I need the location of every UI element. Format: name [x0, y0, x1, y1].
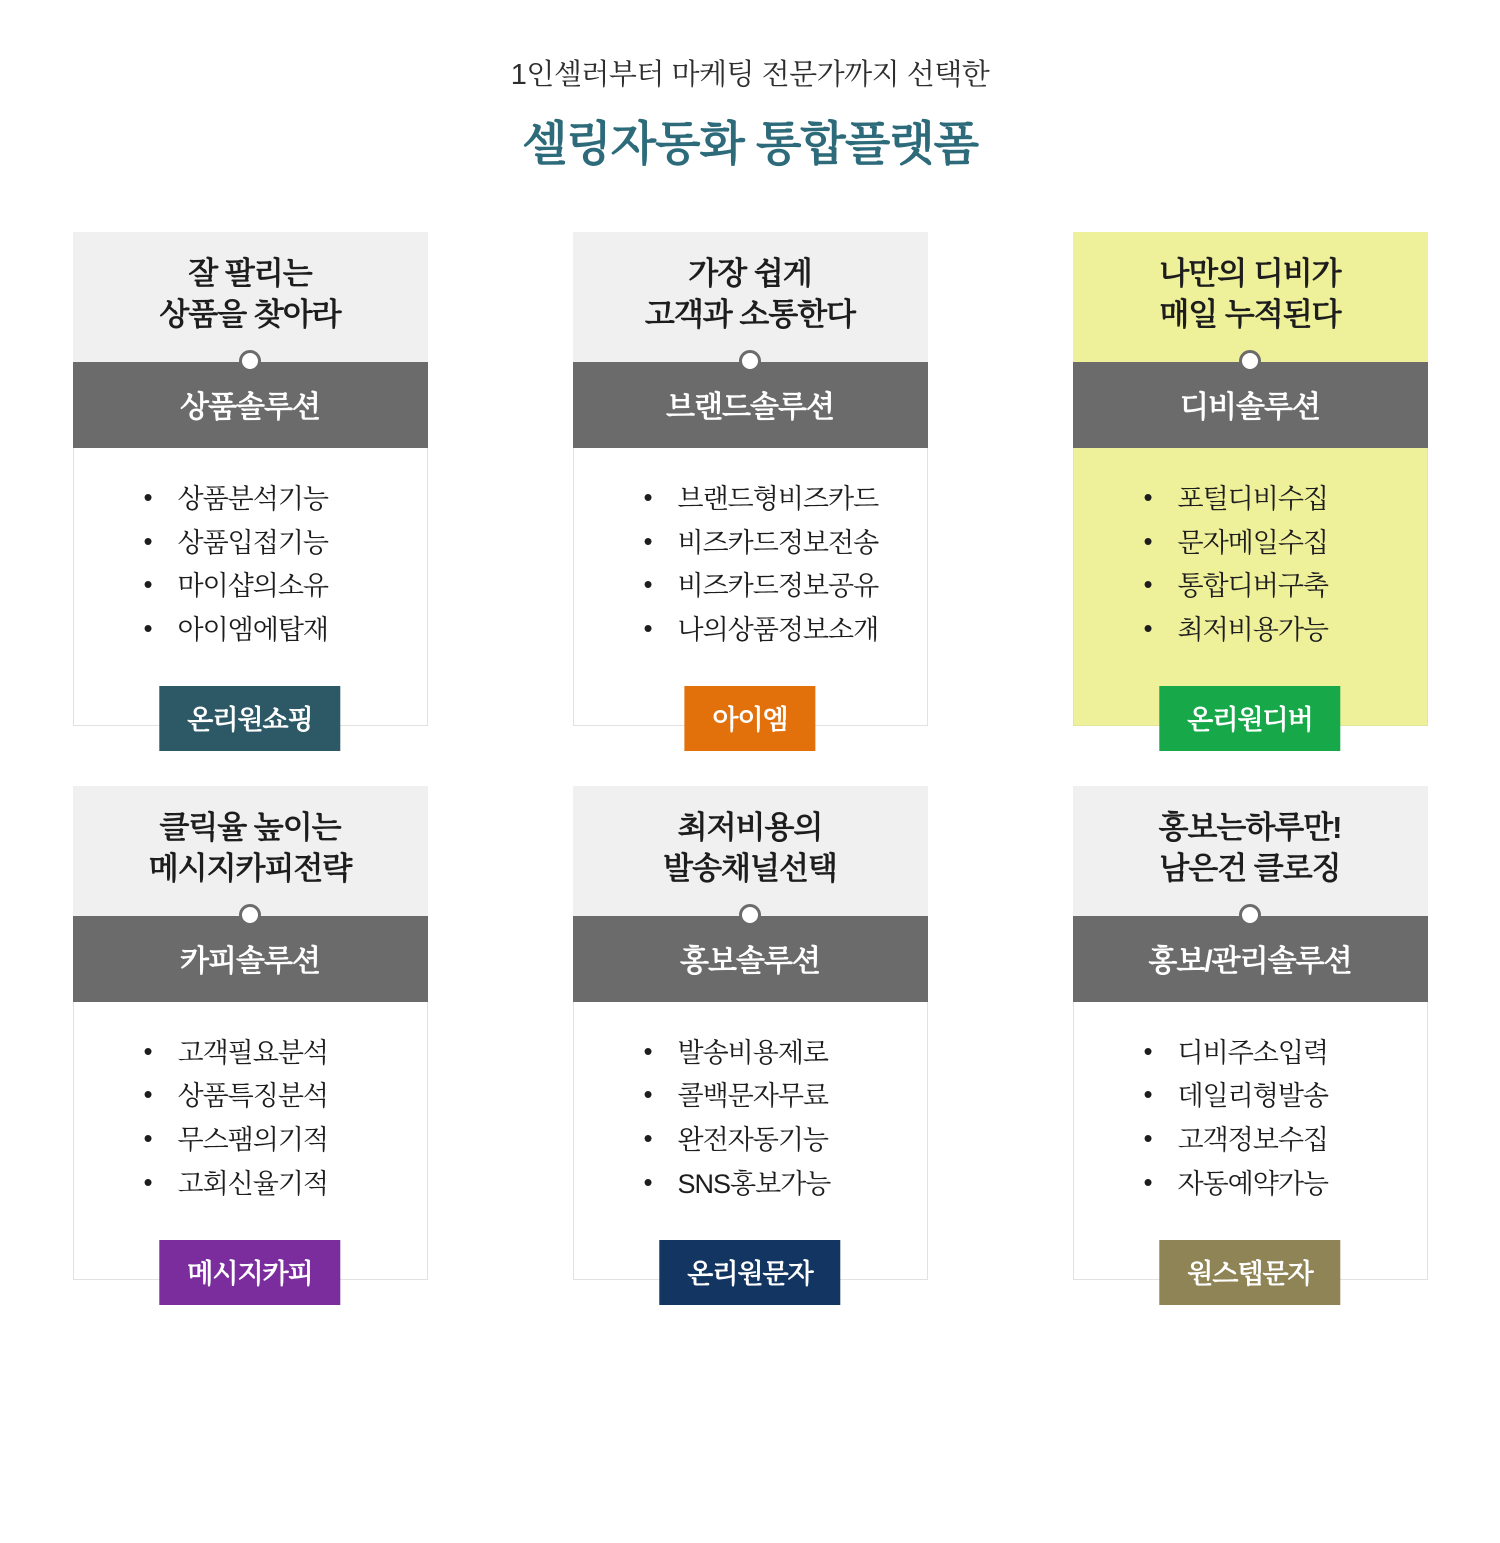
card-headline-line-1: 잘 팔리는 — [188, 256, 312, 291]
list-item: • 상품분석기능 — [144, 478, 427, 522]
list-item: • 나의상품정보소개 — [644, 609, 927, 653]
solution-card-copy — [73, 786, 428, 1289]
card-solution-label: 카피솔루션 — [180, 944, 320, 978]
brand-tag[interactable]: 온리원쇼핑 — [159, 686, 340, 751]
circle-marker-icon — [1239, 904, 1261, 926]
card-headline-line-2: 매일 누적된다 — [1159, 296, 1341, 332]
list-item: • 데일리형발송 — [1144, 1075, 1427, 1119]
solution-card-db — [1073, 232, 1428, 735]
card-headline-line-2: 상품을 찾아라 — [159, 296, 341, 332]
list-item: • 비즈카드정보전송 — [644, 522, 927, 566]
card-headline-line-1: 홍보는하루만! — [1158, 809, 1342, 845]
brand-tag-area — [1074, 1207, 1427, 1289]
card-solution-bar — [573, 916, 928, 1002]
list-item: • 콜백문자무료 — [644, 1075, 927, 1119]
card-solution-bar — [1073, 916, 1428, 1002]
card-headline-line-1: 최저비용의 — [677, 809, 823, 845]
brand-tag[interactable]: 온리원문자 — [659, 1240, 840, 1305]
list-item: • 자동예약가능 — [1144, 1163, 1427, 1207]
card-solution-label: 홍보솔루션 — [680, 944, 820, 978]
card-headline — [573, 232, 928, 362]
circle-marker-icon — [239, 350, 261, 372]
brand-tag-area — [1074, 653, 1427, 735]
list-item: • 디비주소입력 — [1144, 1032, 1427, 1076]
card-feature-list — [73, 448, 428, 735]
card-solution-label: 디비솔루션 — [1180, 390, 1320, 424]
card-solution-label: 상품솔루션 — [180, 390, 320, 424]
page-title: 셀링자동화 통합플랫폼 — [521, 117, 979, 170]
card-feature-list — [1073, 1002, 1428, 1289]
list-item: • 무스팸의기적 — [144, 1119, 427, 1163]
card-feature-list — [573, 448, 928, 735]
card-headline-line-2: 고객과 소통한다 — [644, 296, 856, 332]
card-solution-label: 홍보/관리솔루션 — [1148, 944, 1352, 978]
list-item: • 완전자동기능 — [644, 1119, 927, 1163]
card-headline-line-1: 나만의 디비가 — [1159, 256, 1341, 291]
brand-tag[interactable]: 원스텝문자 — [1159, 1240, 1340, 1305]
circle-marker-icon — [1239, 350, 1261, 372]
brand-tag-area — [574, 653, 927, 735]
solution-card-grid-row-1 — [0, 232, 1500, 735]
list-item: • 비즈카드정보공유 — [644, 565, 927, 609]
brand-tag[interactable]: 메시지카피 — [159, 1240, 340, 1305]
card-headline-line-2: 메시지카피전략 — [148, 850, 352, 886]
list-item: • 상품특징분석 — [144, 1075, 427, 1119]
list-item: • 문자메일수집 — [1144, 522, 1427, 566]
card-solution-bar — [1073, 362, 1428, 448]
card-solution-bar — [73, 916, 428, 1002]
page-subtitle: 1인셀러부터 마케팅 전문가까지 선택한 — [510, 59, 990, 91]
card-feature-list — [573, 1002, 928, 1289]
solution-card-promotion-management — [1073, 786, 1428, 1289]
card-solution-bar — [573, 362, 928, 448]
list-item: • 브랜드형비즈카드 — [644, 478, 927, 522]
card-headline — [573, 786, 928, 916]
circle-marker-icon — [239, 904, 261, 926]
card-headline — [73, 786, 428, 916]
list-item: • 포털디비수집 — [1144, 478, 1427, 522]
page-header — [0, 0, 1500, 174]
card-headline-line-1: 클릭율 높이는 — [159, 809, 341, 845]
card-feature-list — [73, 1002, 428, 1289]
card-headline — [1073, 786, 1428, 916]
solution-card-grid-row-2 — [0, 786, 1500, 1289]
card-headline-line-2: 발송채널선택 — [663, 850, 837, 886]
card-headline — [1073, 232, 1428, 362]
brand-tag[interactable]: 아이엠 — [684, 686, 815, 751]
brand-tag[interactable]: 온리원디버 — [1159, 686, 1340, 751]
card-headline-line-1: 가장 쉽게 — [688, 256, 812, 291]
card-feature-list — [1073, 448, 1428, 735]
brand-tag-area — [74, 653, 427, 735]
card-headline-line-2: 남은건 클로징 — [1159, 850, 1341, 886]
list-item: • 아이엠에탑재 — [144, 609, 427, 653]
card-solution-bar — [73, 362, 428, 448]
list-item: • 최저비용가능 — [1144, 609, 1427, 653]
brand-tag-area — [574, 1207, 927, 1289]
list-item: • 상품입접기능 — [144, 522, 427, 566]
card-solution-label: 브랜드솔루션 — [666, 390, 834, 424]
list-item: • 통합디버구축 — [1144, 565, 1427, 609]
list-item: • 고회신율기적 — [144, 1163, 427, 1207]
brand-tag-area — [74, 1207, 427, 1289]
list-item: • 고객정보수집 — [1144, 1119, 1427, 1163]
card-headline — [73, 232, 428, 362]
solution-card-promotion — [573, 786, 928, 1289]
list-item: • 마이샵의소유 — [144, 565, 427, 609]
solution-card-product — [73, 232, 428, 735]
list-item: • 고객필요분석 — [144, 1032, 427, 1076]
circle-marker-icon — [739, 904, 761, 926]
list-item: • SNS홍보가능 — [644, 1163, 927, 1207]
circle-marker-icon — [739, 350, 761, 372]
list-item: • 발송비용제로 — [644, 1032, 927, 1076]
solution-card-brand — [573, 232, 928, 735]
